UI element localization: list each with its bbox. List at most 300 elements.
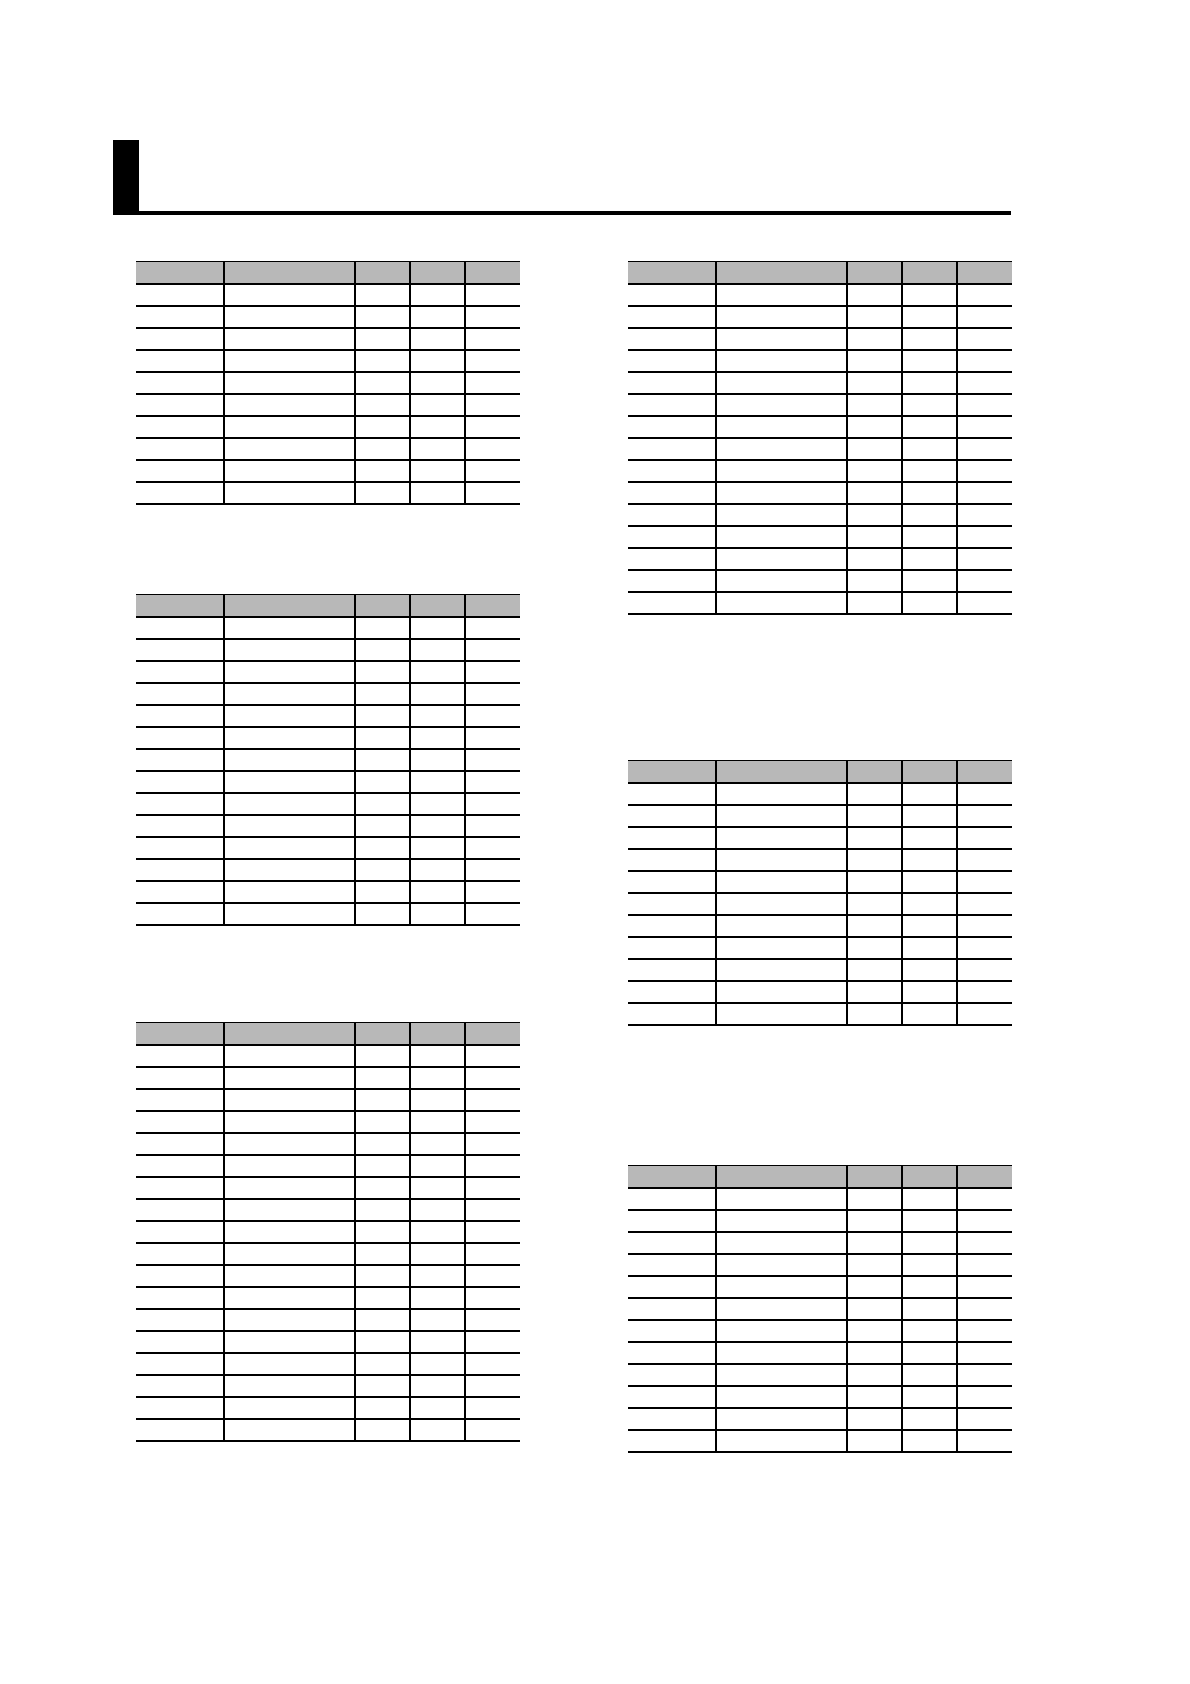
table-cell [355, 372, 410, 394]
table-cell [224, 416, 355, 438]
table-cell [465, 328, 520, 350]
table-cell [902, 592, 957, 614]
table-cell [224, 1177, 355, 1199]
table-header-cell [957, 262, 1012, 284]
table-cell [224, 328, 355, 350]
table-cell [465, 1265, 520, 1287]
table-cell [410, 1375, 465, 1397]
table-cell [847, 328, 902, 350]
table-cell [847, 1342, 902, 1364]
table-cell [628, 482, 716, 504]
table-cell [136, 661, 224, 683]
table-cell [902, 1003, 957, 1025]
table-cell [355, 837, 410, 859]
table-cell [410, 705, 465, 727]
table-row [136, 394, 520, 416]
table-header-cell [847, 1166, 902, 1188]
table-row [136, 1045, 520, 1067]
table-cell [628, 937, 716, 959]
table-row [136, 1243, 520, 1265]
table-cell [847, 350, 902, 372]
table-cell [355, 1309, 410, 1331]
table-cell [957, 1232, 1012, 1254]
table-cell [136, 328, 224, 350]
table-header-cell [355, 262, 410, 284]
table-cell [902, 372, 957, 394]
table-cell [716, 1003, 847, 1025]
table-cell [410, 903, 465, 925]
table-cell [465, 639, 520, 661]
table-cell [355, 793, 410, 815]
table-cell [224, 1221, 355, 1243]
table-header-cell [224, 262, 355, 284]
table-row [628, 306, 1012, 328]
table-row [628, 1364, 1012, 1386]
table-cell [410, 1243, 465, 1265]
table-cell [410, 460, 465, 482]
table-cell [136, 1133, 224, 1155]
table-cell [355, 284, 410, 306]
table-row [136, 1331, 520, 1353]
table-row [136, 881, 520, 903]
table-row [136, 284, 520, 306]
table-header-cell [465, 595, 520, 617]
table-cell [902, 827, 957, 849]
table-cell [224, 1331, 355, 1353]
table-cell [355, 859, 410, 881]
table-cell [355, 771, 410, 793]
table-cell [957, 438, 1012, 460]
table-cell [465, 837, 520, 859]
table-cell [224, 859, 355, 881]
table-cell [136, 1309, 224, 1331]
table-header-cell [224, 595, 355, 617]
table-row [136, 1397, 520, 1419]
table-cell [410, 306, 465, 328]
table-cell [224, 727, 355, 749]
table-cell [902, 1364, 957, 1386]
table-cell [628, 1386, 716, 1408]
table-cell [465, 683, 520, 705]
table-header-cell [847, 761, 902, 783]
table-cell [224, 661, 355, 683]
table-cell [224, 639, 355, 661]
table-header-row [136, 595, 520, 617]
table-left-2 [136, 594, 520, 926]
table-row [136, 683, 520, 705]
table-cell [224, 284, 355, 306]
table-cell [465, 705, 520, 727]
table-cell [355, 639, 410, 661]
table-row [136, 350, 520, 372]
table-cell [465, 1287, 520, 1309]
table-cell [224, 1133, 355, 1155]
table-cell [465, 771, 520, 793]
table-right-2 [628, 760, 1012, 1026]
table-cell [355, 1265, 410, 1287]
table-cell [465, 617, 520, 639]
table-cell [224, 903, 355, 925]
table-cell [716, 328, 847, 350]
table-cell [224, 617, 355, 639]
table-cell [957, 548, 1012, 570]
table-row [628, 548, 1012, 570]
table-cell [957, 570, 1012, 592]
table-cell [716, 1386, 847, 1408]
table-cell [136, 1045, 224, 1067]
table-cell [136, 837, 224, 859]
table-row [136, 460, 520, 482]
table-cell [957, 504, 1012, 526]
table-cell [716, 482, 847, 504]
table-cell [465, 1309, 520, 1331]
table-row [136, 1177, 520, 1199]
table-cell [847, 504, 902, 526]
table-row [136, 1133, 520, 1155]
table-cell [410, 1353, 465, 1375]
table-cell [224, 1309, 355, 1331]
table-cell [716, 592, 847, 614]
table-cell [410, 1309, 465, 1331]
table-cell [136, 1067, 224, 1089]
table-cell [716, 504, 847, 526]
table-cell [902, 1232, 957, 1254]
table-cell [355, 727, 410, 749]
table-cell [410, 416, 465, 438]
table-cell [465, 482, 520, 504]
table-header-cell [136, 595, 224, 617]
table-row [628, 1342, 1012, 1364]
table-cell [136, 815, 224, 837]
table-cell [628, 394, 716, 416]
table-cell [410, 482, 465, 504]
table-cell [410, 1199, 465, 1221]
table-row [628, 915, 1012, 937]
table-cell [136, 749, 224, 771]
table-cell [224, 1045, 355, 1067]
table-cell [410, 815, 465, 837]
table-cell [224, 1419, 355, 1441]
table-cell [465, 1045, 520, 1067]
table-row [628, 1430, 1012, 1452]
table-cell [136, 416, 224, 438]
table-cell [902, 1276, 957, 1298]
table-header-cell [628, 262, 716, 284]
table-cell [902, 504, 957, 526]
table-cell [136, 438, 224, 460]
table-cell [410, 394, 465, 416]
table-cell [628, 849, 716, 871]
table-cell [355, 705, 410, 727]
table-cell [957, 1364, 1012, 1386]
table-cell [136, 617, 224, 639]
table-cell [716, 981, 847, 1003]
table-cell [410, 837, 465, 859]
table-cell [136, 859, 224, 881]
table-row [136, 705, 520, 727]
table-row [136, 815, 520, 837]
table-cell [847, 1386, 902, 1408]
table-cell [628, 1298, 716, 1320]
table-cell [136, 1375, 224, 1397]
table-header-cell [136, 1023, 224, 1045]
table-cell [847, 959, 902, 981]
table-row [136, 639, 520, 661]
table-cell [136, 1243, 224, 1265]
table-cell [628, 1276, 716, 1298]
table-row [628, 592, 1012, 614]
table-cell [716, 1408, 847, 1430]
table-cell [465, 1177, 520, 1199]
table-cell [465, 460, 520, 482]
table-cell [224, 793, 355, 815]
table-cell [957, 482, 1012, 504]
table-row [136, 837, 520, 859]
table-row [136, 1067, 520, 1089]
table-cell [902, 394, 957, 416]
table-header-cell [628, 1166, 716, 1188]
table-cell [136, 1221, 224, 1243]
table-cell [902, 893, 957, 915]
table-row [628, 827, 1012, 849]
table-cell [847, 893, 902, 915]
table-cell [628, 827, 716, 849]
table-cell [957, 328, 1012, 350]
table-cell [355, 482, 410, 504]
table-cell [628, 1232, 716, 1254]
table-cell [465, 903, 520, 925]
table-cell [902, 1386, 957, 1408]
table-row [628, 849, 1012, 871]
table-cell [716, 915, 847, 937]
table-cell [465, 1133, 520, 1155]
table-header-row [136, 1023, 520, 1045]
table-cell [136, 1155, 224, 1177]
table-cell [224, 1111, 355, 1133]
table-cell [628, 438, 716, 460]
table-cell [136, 482, 224, 504]
table-cell [957, 526, 1012, 548]
table-row [136, 661, 520, 683]
table-cell [902, 1210, 957, 1232]
table-cell [957, 1003, 1012, 1025]
table-cell [465, 1397, 520, 1419]
table-cell [716, 805, 847, 827]
table-cell [902, 1342, 957, 1364]
table-cell [957, 1342, 1012, 1364]
table-row [136, 1287, 520, 1309]
table-row [136, 438, 520, 460]
table-row [136, 771, 520, 793]
table-cell [465, 793, 520, 815]
table-cell [465, 1375, 520, 1397]
table-cell [410, 771, 465, 793]
table-cell [716, 1320, 847, 1342]
table-cell [136, 1419, 224, 1441]
table-cell [410, 881, 465, 903]
table-cell [136, 683, 224, 705]
table-cell [355, 1199, 410, 1221]
table-cell [224, 482, 355, 504]
table-cell [957, 959, 1012, 981]
table-cell [716, 306, 847, 328]
table-cell [957, 1408, 1012, 1430]
table-cell [465, 1155, 520, 1177]
table-cell [957, 1386, 1012, 1408]
table-cell [716, 1210, 847, 1232]
table-row [136, 1309, 520, 1331]
table-cell [902, 482, 957, 504]
table-cell [355, 815, 410, 837]
table-cell [465, 394, 520, 416]
table-cell [628, 548, 716, 570]
table-cell [716, 783, 847, 805]
table-cell [847, 482, 902, 504]
table-cell [957, 350, 1012, 372]
table-row [136, 793, 520, 815]
table-header-cell [957, 761, 1012, 783]
table-cell [628, 504, 716, 526]
table-row [628, 1386, 1012, 1408]
table-row [136, 306, 520, 328]
table-row [136, 328, 520, 350]
table-cell [628, 1408, 716, 1430]
table-cell [902, 1254, 957, 1276]
table-cell [136, 1353, 224, 1375]
table-cell [902, 1430, 957, 1452]
table-row [628, 1232, 1012, 1254]
table-cell [902, 937, 957, 959]
table-right-1 [628, 261, 1012, 615]
table-header-cell [902, 1166, 957, 1188]
table-cell [410, 617, 465, 639]
table-cell [355, 749, 410, 771]
table-cell [847, 1364, 902, 1386]
table-header-cell [902, 262, 957, 284]
table-cell [847, 1210, 902, 1232]
table-cell [355, 438, 410, 460]
table-cell [902, 783, 957, 805]
table-header-cell [355, 1023, 410, 1045]
table-row [136, 1375, 520, 1397]
table-cell [902, 548, 957, 570]
table-cell [465, 881, 520, 903]
table-cell [224, 815, 355, 837]
table-cell [465, 749, 520, 771]
table-cell [716, 1342, 847, 1364]
table-cell [716, 1232, 847, 1254]
table-cell [355, 1375, 410, 1397]
table-cell [847, 1276, 902, 1298]
table-row [136, 372, 520, 394]
table-cell [957, 306, 1012, 328]
table-cell [355, 683, 410, 705]
table-cell [410, 438, 465, 460]
table-header-cell [716, 761, 847, 783]
table-cell [136, 394, 224, 416]
table-cell [847, 871, 902, 893]
table-left-1 [136, 261, 520, 505]
table-cell [465, 661, 520, 683]
table-cell [957, 592, 1012, 614]
table-cell [716, 372, 847, 394]
table-cell [957, 1430, 1012, 1452]
table-cell [957, 1254, 1012, 1276]
table-cell [136, 306, 224, 328]
table-cell [628, 306, 716, 328]
table-cell [628, 915, 716, 937]
section-title-rule [113, 211, 1011, 215]
table-header-cell [465, 1023, 520, 1045]
table-cell [136, 639, 224, 661]
table-cell [355, 617, 410, 639]
table-header-cell [957, 1166, 1012, 1188]
table-cell [465, 815, 520, 837]
table-cell [628, 783, 716, 805]
table-cell [957, 416, 1012, 438]
table-cell [224, 1265, 355, 1287]
table-cell [355, 460, 410, 482]
table-cell [902, 805, 957, 827]
table-cell [902, 849, 957, 871]
table-row [628, 1320, 1012, 1342]
table-cell [847, 570, 902, 592]
table-cell [628, 372, 716, 394]
table-cell [716, 959, 847, 981]
table-cell [957, 1210, 1012, 1232]
table-cell [136, 727, 224, 749]
table-row [628, 438, 1012, 460]
table-header-cell [847, 262, 902, 284]
table-cell [136, 1199, 224, 1221]
table-cell [465, 350, 520, 372]
table-cell [902, 1188, 957, 1210]
table-header-cell [410, 1023, 465, 1045]
table-header-row [628, 761, 1012, 783]
table-cell [136, 1089, 224, 1111]
table-row [136, 1111, 520, 1133]
table-cell [410, 683, 465, 705]
table-row [136, 1199, 520, 1221]
table-cell [902, 350, 957, 372]
table-row [136, 727, 520, 749]
table-cell [410, 350, 465, 372]
table-cell [716, 1276, 847, 1298]
table-cell [465, 1067, 520, 1089]
table-cell [716, 1364, 847, 1386]
table-row [136, 1353, 520, 1375]
table-cell [847, 915, 902, 937]
table-cell [224, 306, 355, 328]
table-cell [410, 1287, 465, 1309]
table-cell [847, 937, 902, 959]
table-row [628, 482, 1012, 504]
table-cell [410, 1331, 465, 1353]
table-row [628, 959, 1012, 981]
table-cell [224, 749, 355, 771]
table-cell [957, 849, 1012, 871]
table-cell [716, 284, 847, 306]
table-cell [628, 592, 716, 614]
table-row [628, 328, 1012, 350]
table-cell [224, 1397, 355, 1419]
table-cell [902, 915, 957, 937]
table-cell [902, 438, 957, 460]
table-cell [628, 284, 716, 306]
table-cell [224, 438, 355, 460]
table-cell [465, 306, 520, 328]
table-cell [716, 460, 847, 482]
